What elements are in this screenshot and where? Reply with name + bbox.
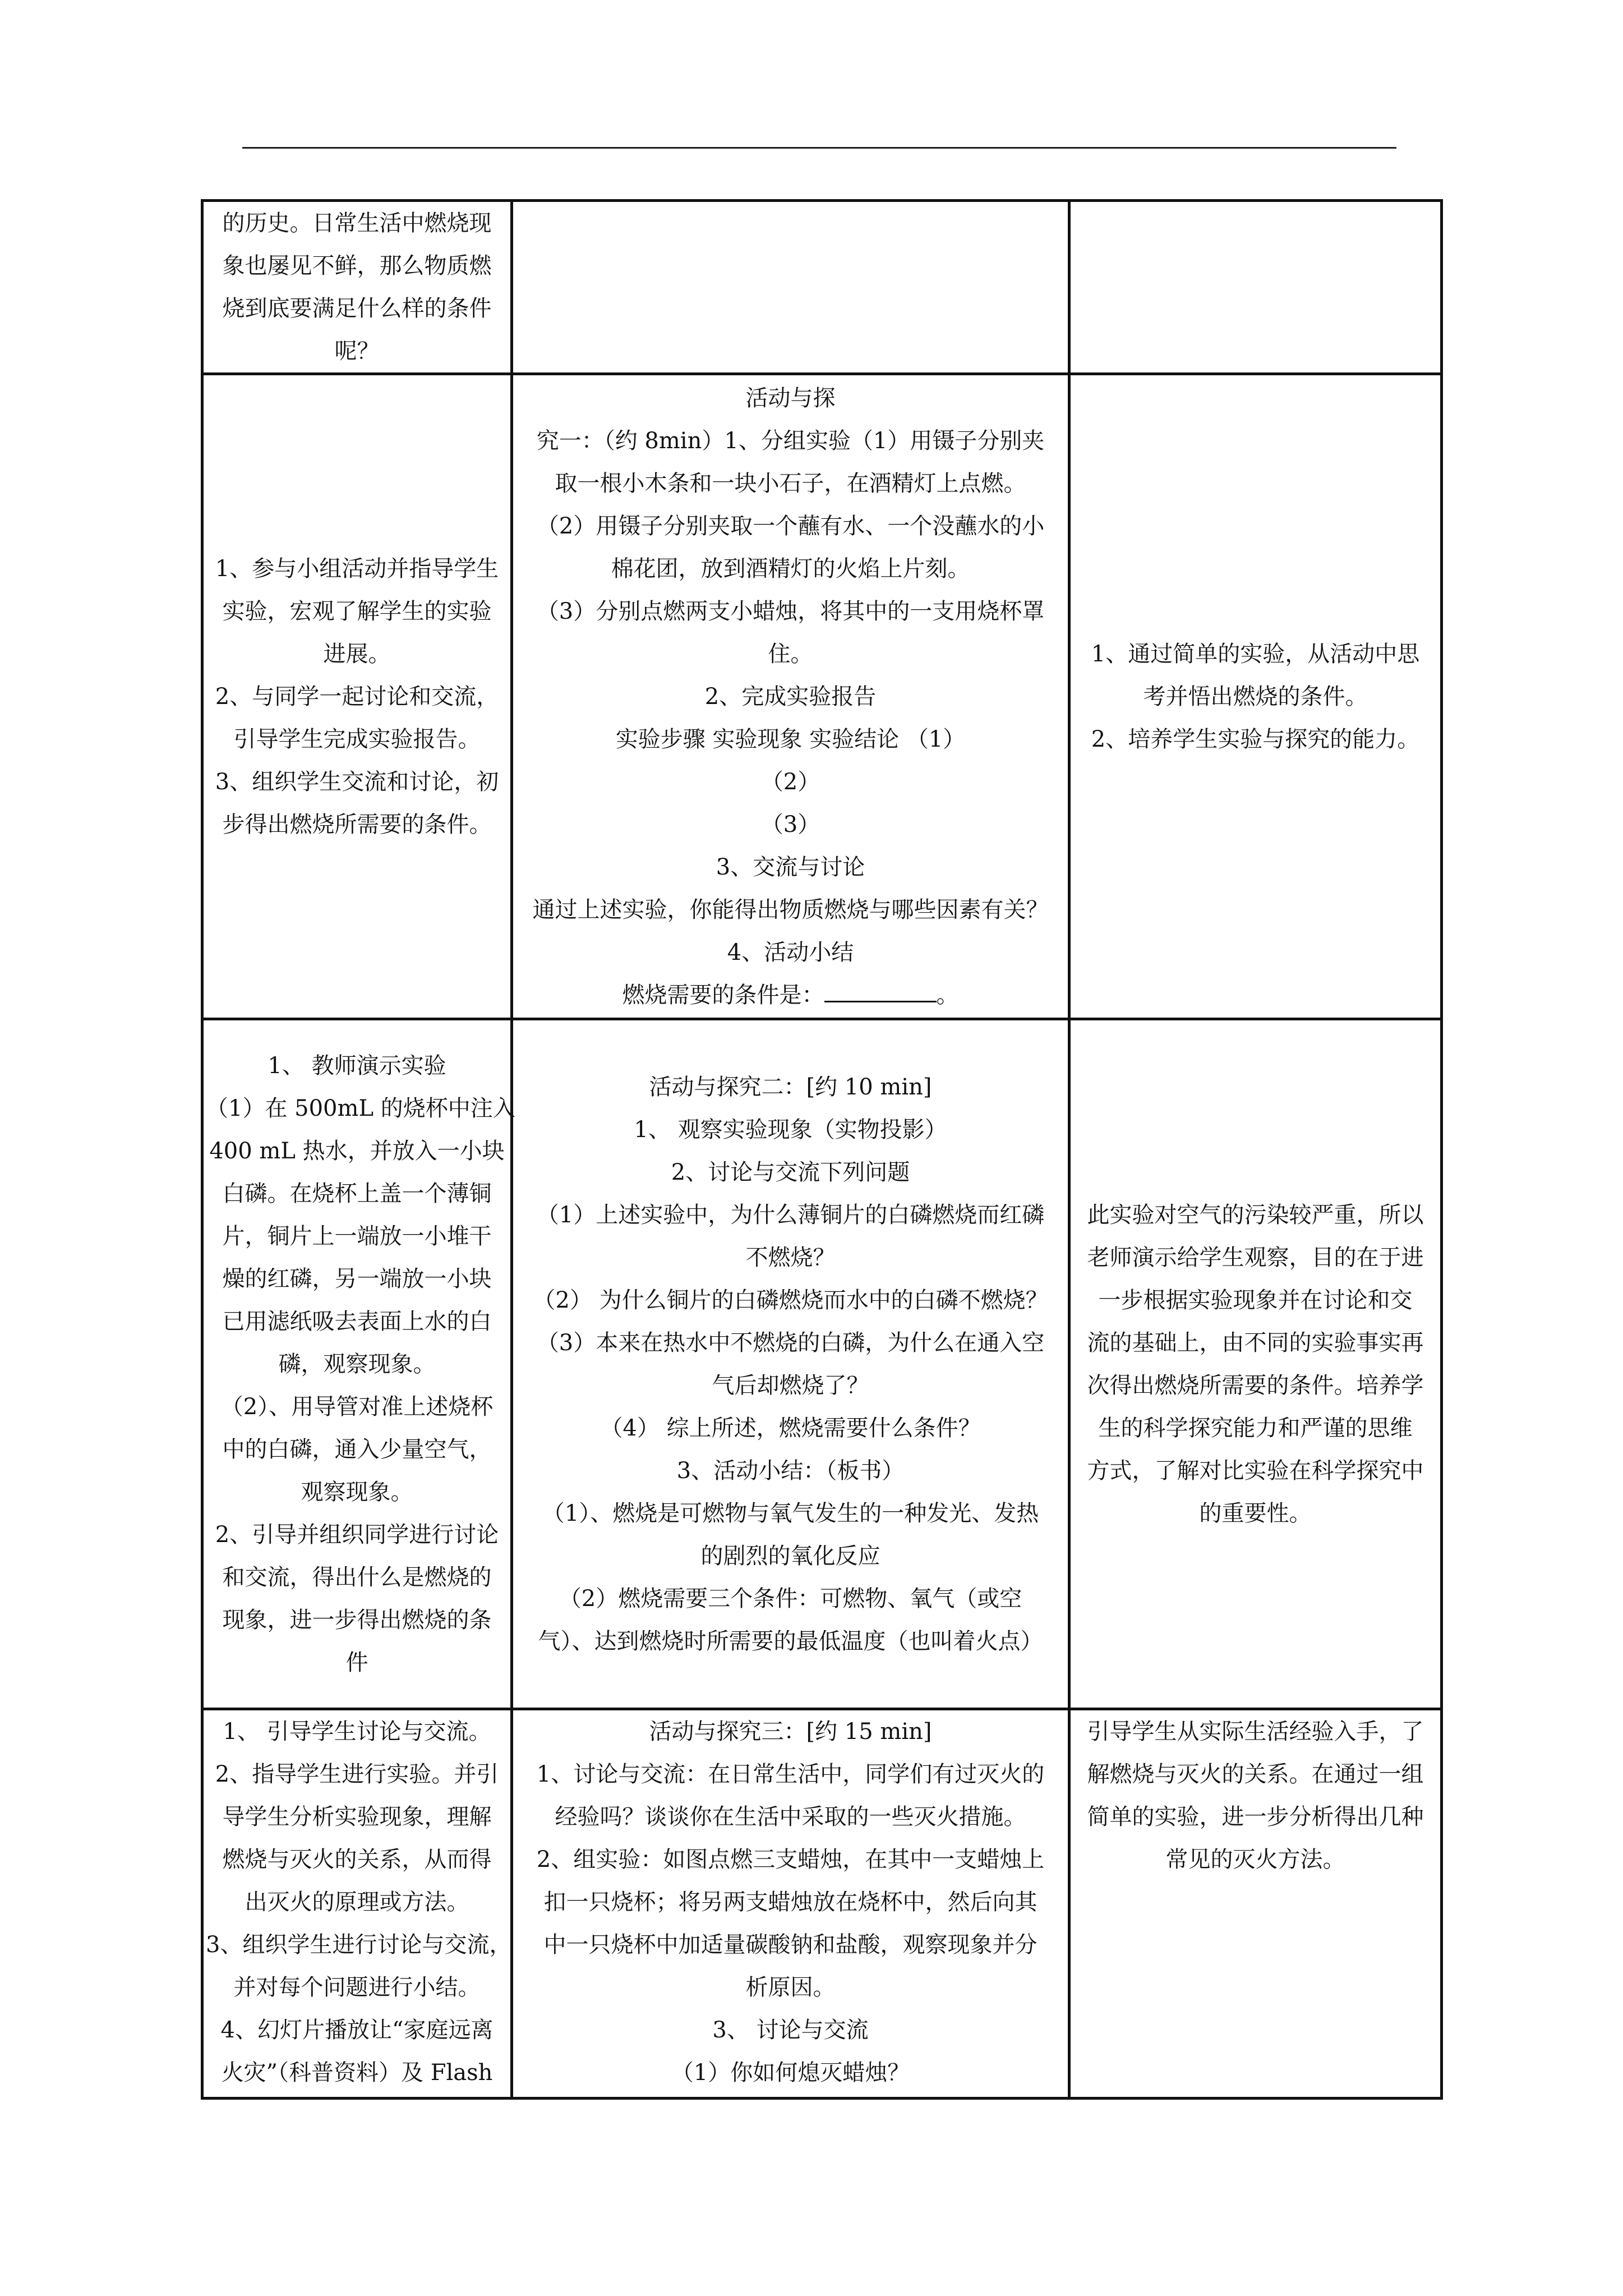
design-purpose-cell: 1、通过简单的实验，从活动中思 考并悟出燃烧的条件。 2、培养学生实验与探究的能力。 [1069, 374, 1442, 1019]
student-activity-cell: 活动与探究二：[约 10 min] 1、 观察实验现象（实物投影） 2、讨论与交流下列问题 （1）上述实验中，为什么薄铜片的白磷燃烧而红磷 不燃烧？ （2） 为什么铜片的白磷燃烧而水中的白磷不燃烧？ （3）本来在热水中不燃烧的白磷，为什么在通入空 气后却燃烧了？ （4） 综上所述，燃烧需要什么条件？ 3、活动小结：（板书） （1）、燃烧是可燃物与氧气发生的一种发光、发热 的剧烈的氧化反应 （2）燃烧需要三个条件：可燃物、氧气（或空 气）、达到燃烧时所需要的最低温度（也叫着火点） [512, 1019, 1069, 1709]
student-activity-cell: 活动与探 究一：（约 8min）1、分组实验（1）用镊子分别夹 取一根小木条和一块小石子，在酒精灯上点燃。 （2）用镊子分别夹取一个蘸有水、一个没蘸水的小 棉花团，放到酒精灯的火焰上片刻。 （3）分别点燃两支小蜡烛，将其中的一支用烧杯罩 住。 2、完成实验报告 实验步骤 实验现象 实验结论 （1） （2） （3） 3、交流与讨论 通过上述实验，你能得出物质燃烧与哪些因素有关？ 4、活动小结 燃烧需要的条件是： 。 [512, 374, 1069, 1019]
lesson-plan-table [201, 199, 1443, 2100]
teacher-activity-cell: 的历史。日常生活中燃烧现 象也屡见不鲜，那么物质燃 烧到底要满足什么样的条件 呢？ [202, 201, 512, 374]
table-row [202, 1019, 1442, 1709]
teacher-activity-cell: 1、 教师演示实验 （1）在 500mL 的烧杯中注入 400 mL 热水，并放入一小块 白磷。在烧杯上盖一个薄铜 片，铜片上一端放一小堆干 燥的红磷，另一端放一小块 已用滤纸吸去表面上水的白 磷，观察现象。 （2）、用导管对准上述烧杯 中的白磷，通入少量空气， 观察现象。 2、引导并组织同学进行讨论 和交流，得出什么是燃烧的 现象，进一步得出燃烧的条 件 [202, 1019, 512, 1709]
student-activity-cell: 活动与探究三：[约 15 min] 1、讨论与交流：在日常生活中，同学们有过灭火的 经验吗？谈谈你在生活中采取的一些灭火措施。 2、组实验：如图点燃三支蜡烛，在其中一支蜡烛上 扣一只烧杯；将另两支蜡烛放在烧杯中，然后向其 中一只烧杯中加适量碳酸钠和盐酸，观察现象并分 析原因。 3、 讨论与交流 （1）你如何熄灭蜡烛？ [512, 1709, 1069, 2099]
design-purpose-cell: 引导学生从实际生活经验入手，了 解燃烧与灭火的关系。在通过一组 简单的实验，进一步分析得出几种 常见的灭火方法。 [1069, 1709, 1442, 2099]
table-row [202, 374, 1442, 1019]
table-row [202, 1709, 1442, 2099]
teacher-activity-cell: 1、参与小组活动并指导学生 实验，宏观了解学生的实验 进展。 2、与同学一起讨论和交流， 引导学生完成实验报告。 3、组织学生交流和讨论，初 步得出燃烧所需要的条件。 [202, 374, 512, 1019]
fill-in-blank [824, 976, 937, 1002]
student-activity-cell [512, 201, 1069, 374]
design-purpose-cell: 此实验对空气的污染较严重，所以 老师演示给学生观察，目的在于进 一步根据实验现象并在讨论和交 流的基础上，由不同的实验事实再 次得出燃烧所需要的条件。培养学 生的科学探究能力和严谨的思维 方式，了解对比实验在科学探究中 的重要性。 [1069, 1019, 1442, 1709]
teacher-activity-cell: 1、 引导学生讨论与交流。 2、指导学生进行实验。并引 导学生分析实验现象，理解 燃烧与灭火的关系，从而得 出灭火的原理或方法。 3、组织学生进行讨论与交流， 并对每个问题进行小结。 4、幻灯片播放让“家庭远离 火灾”（科普资料）及 Flash [202, 1709, 512, 2099]
design-purpose-cell [1069, 201, 1442, 374]
table-row [202, 201, 1442, 374]
header-rule [242, 147, 1396, 149]
